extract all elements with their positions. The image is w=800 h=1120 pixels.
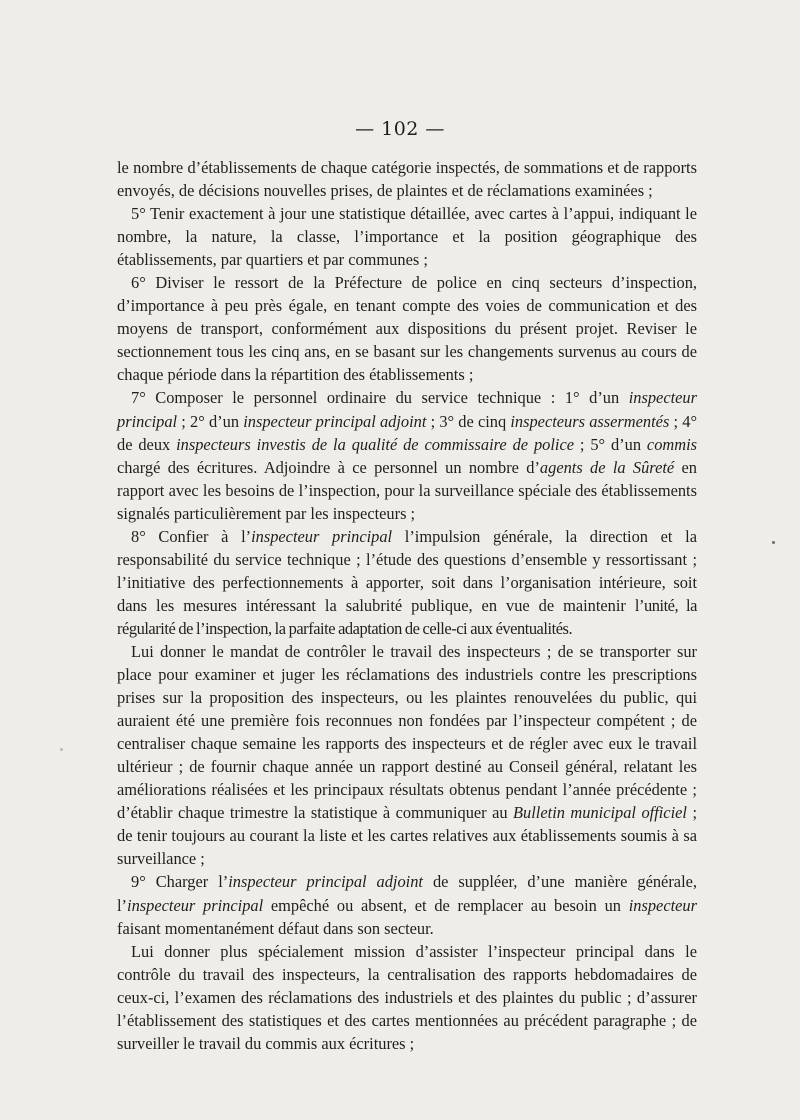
paragraph-item-9 [117, 870, 697, 939]
paragraph-item-7 [117, 386, 697, 524]
p10-italic-d: inspecteur principal [127, 895, 264, 915]
p9-italic-b: Bulletin municipal officiel [513, 803, 687, 823]
p10-italic-f: inspecteur [628, 895, 697, 915]
p7-text-i: ; 5° d’un [574, 434, 647, 454]
body-text [117, 156, 697, 1055]
p9-text-a: Lui donner le mandat de contrôler le travail des inspecteurs ; de se transporter sur place pour examiner et juger les réclamations des industriels contre les prescriptions prises sur la proposition des inspecteurs, ou les plaintes renouvelées du public, qui auraient été une première fois reconnues non fondées par l’inspecteur compétent ; de centraliser chaque semaine les rapports des inspecteurs et de régler avec eux le travail ultérieur ; de fournir chaque année un rapport destiné au Conseil général, relatant les améliorations réalisées et les principaux résultats obtenus pendant l’année précédente ; d’établir chaque trimestre la statistique à communiquer au [117, 641, 697, 823]
p10-text-a: 9° Charger l’ [131, 872, 229, 892]
p7-text-e: ; 3° de cinq [426, 411, 511, 431]
p9-text-c: ; de tenir toujours au courant la liste et les cartes relatives aux établissements soumis à sa surveillance ; [117, 803, 697, 869]
page-number: — 102 — [355, 118, 445, 140]
p7-italic-d: inspecteur principal adjoint [243, 411, 427, 431]
paper-speck [60, 748, 63, 751]
p7-italic-f: inspecteurs assermentés [510, 411, 670, 431]
p7-italic-h: inspecteurs investis de la qualité de commissaire de police [176, 434, 575, 454]
p10-text-g: faisant momentanément défaut dans son secteur. [117, 918, 434, 938]
p7-text-m: en rapport avec les besoins de l’inspection, pour la surveillance spéciale des établissements signalés particulièrement par les inspecteurs ; [117, 457, 697, 523]
paragraph-item-8 [117, 525, 697, 640]
p8-text-c: l’impulsion générale, la direction et la responsabilité du service technique ; l’étude des questions d’ensemble y ressortissant ; l’initiative des perfectionnements à apporter, soit dans l’organisation intérieure, soit dans les mesures intéressant la salubrité publique, en vue de maintenir [117, 526, 697, 615]
p7-italic-j: commis [646, 434, 697, 454]
p7-text-k: chargé des écritures. Adjoindre à ce personnel un nombre d’ [117, 457, 540, 477]
paragraph-mission: Lui donner plus spécialement mission d’assister l’inspecteur principal dans le contrôle du travail des inspecteurs, la centralisation des rapports hebdomadaires de ceux-ci, l’examen des réclamations des industriels et des plaintes du public ; d’assurer l’établissement des statistiques et des cartes mentionnées au précédent paragraphe ; de surveiller le travail du commis aux écritures ; [117, 941, 697, 1053]
p8-italic-b: inspecteur principal [251, 526, 393, 546]
paragraph-item-5: 5° Tenir exactement à jour une statistique détaillée, avec cartes à l’appui, indiquant le nombre, la nature, la classe, l’importance et la position géographique des établissements, par quartiers et par communes ; [117, 204, 697, 270]
p7-text-c: ; 2° d’un [177, 411, 244, 431]
p7-text-g: ; 4° de deux [117, 411, 698, 454]
p10-italic-b: inspecteur principal adjoint [228, 872, 423, 892]
paragraph-1: le nombre d’établissements de chaque catégorie inspectés, de sommations et de rapports envoyés, de décisions nouvelles prises, de plaintes et de réclamations examinées ; [117, 158, 697, 201]
p7-text-a: 7° Composer le personnel ordinaire du service technique : 1° d’un [131, 388, 629, 408]
p10-text-e: empêché ou absent, et de remplacer au besoin un [263, 895, 629, 915]
p8-text-a: 8° Confier à l’ [131, 526, 252, 546]
p7-italic-l: agents de la Sûreté [539, 457, 675, 477]
paragraph-mandate [117, 640, 697, 870]
paper-speck [772, 541, 775, 544]
p7-italic-b: inspecteur principal [117, 388, 697, 431]
p10-text-c: de suppléer, d’une manière générale, l’ [117, 872, 697, 915]
paragraph-item-6: 6° Diviser le ressort de la Préfecture de police en cinq secteurs d’inspection, d’importance à peu près égale, en tenant compte des voies de communication et des moyens de transport, conformément aux dispositions du présent projet. Reviser le sectionnement tous les cinq ans, en se basant sur les changements survenus au cours de chaque période dans la répartition des établissements ; [117, 273, 697, 385]
p8-text-d: l’unité, la régularité de l’inspection, la parfaite adaptation de celle-ci aux éventualités. [117, 595, 697, 638]
